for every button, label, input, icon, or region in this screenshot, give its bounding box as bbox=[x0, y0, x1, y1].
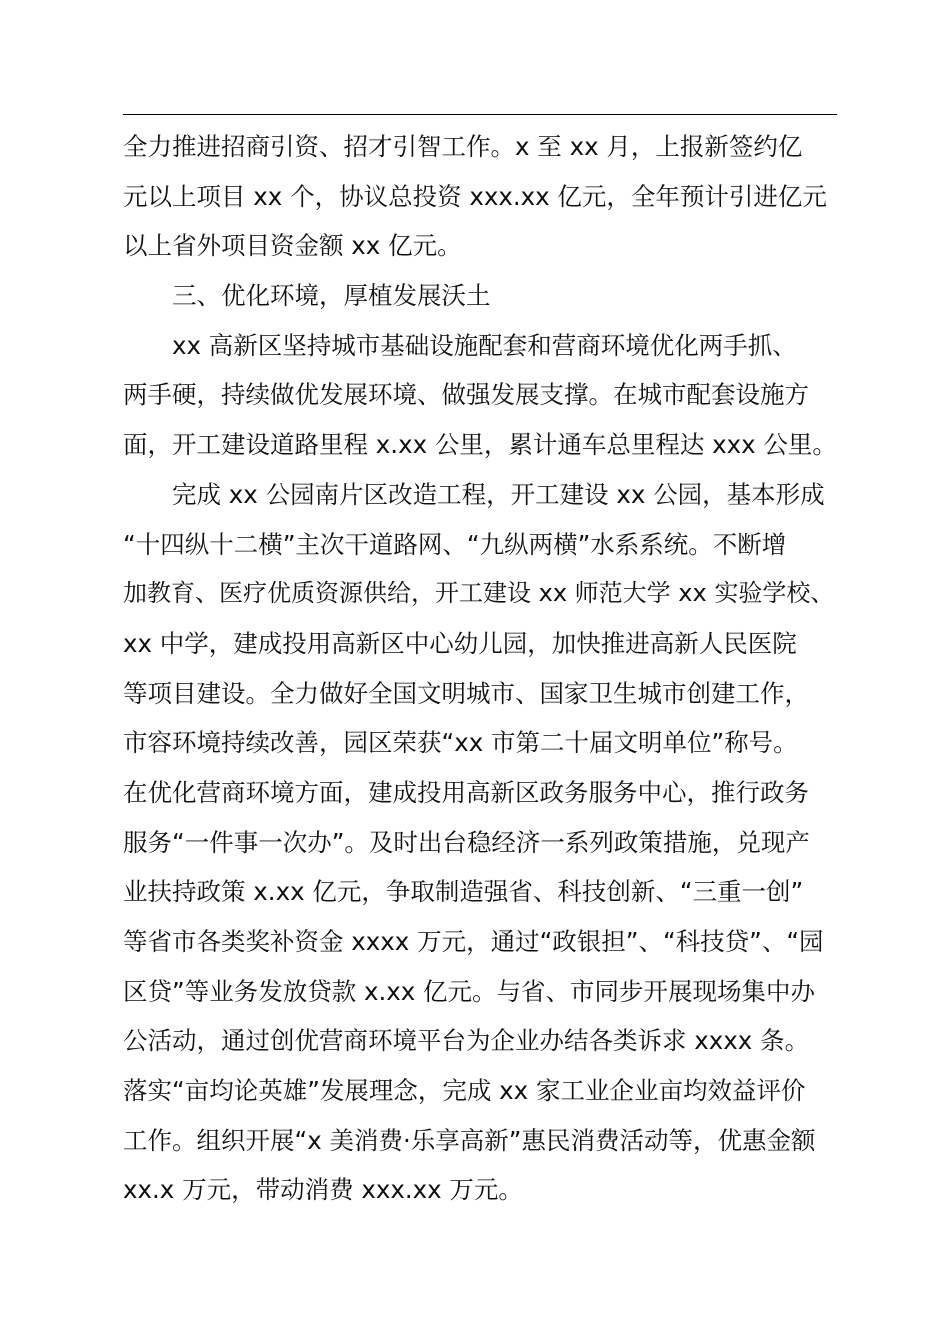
text-line: 区贷”等业务发放贷款 x.xx 亿元。与省、市同步开展现场集中办 bbox=[123, 976, 816, 1006]
text-line: 在优化营商环境方面，建成投用高新区政务服务中心，推行政务 bbox=[123, 777, 809, 807]
text-line: xx 高新区坚持城市基础设施配套和营商环境优化两手抓、 bbox=[172, 330, 797, 360]
text-line: 以上省外项目资金额 xx 亿元。 bbox=[123, 231, 462, 261]
text-line: 面，开工建设道路里程 x.xx 公里，累计通车总里程达 xxx 公里。 bbox=[123, 430, 837, 460]
text-line: 等项目建设。全力做好全国文明城市、国家卫生城市创建工作， bbox=[123, 678, 809, 708]
section-heading: 三、优化环境，厚植发展沃土 bbox=[172, 281, 491, 311]
text-line: 完成 xx 公园南片区改造工程，开工建设 xx 公园，基本形成 bbox=[172, 479, 825, 509]
text-line: 工作。组织开展“x 美消费·乐享高新”惠民消费活动等，优惠金额 bbox=[123, 1125, 816, 1155]
text-line: 公活动，通过创优营商环境平台为企业办结各类诉求 xxxx 条。 bbox=[123, 1026, 810, 1056]
text-line: 全力推进招商引资、招才引智工作。x 至 xx 月，上报新签约亿 bbox=[123, 132, 803, 161]
text-line: xx.x 万元，带动消费 xxx.xx 万元。 bbox=[123, 1175, 523, 1205]
text-line: 等省市各类奖补资金 xxxx 万元，通过“政银担”、“科技贷”、“园 bbox=[123, 927, 824, 956]
text-line: xx 中学，建成投用高新区中心幼儿园，加快推进高新人民医院 bbox=[123, 628, 797, 658]
text-line: 服务“一件事一次办”。及时出台稳经济一系列政策措施，兑现产 bbox=[123, 827, 810, 857]
text-line: 业扶持政策 x.xx 亿元，争取制造强省、科技创新、“三重一创” bbox=[123, 877, 804, 907]
text-line: 加教育、医疗优质资源供给，开工建设 xx 师范大学 xx 实验学校、 bbox=[123, 579, 835, 608]
text-line: 两手硬，持续做优发展环境、做强发展支撑。在城市配套设施方 bbox=[123, 380, 809, 410]
header-rule bbox=[123, 114, 837, 115]
text-line: 落实“亩均论英雄”发展理念，完成 xx 家工业企业亩均效益评价 bbox=[123, 1076, 806, 1106]
text-line: “十四纵十二横”主次干道路网、“九纵两横”水系系统。不断增 bbox=[123, 529, 787, 559]
text-line: 市容环境持续改善，园区荣获“xx 市第二十届文明单位”称号。 bbox=[123, 728, 798, 758]
body-text bbox=[123, 122, 843, 1215]
text-line: 元以上项目 xx 个，协议总投资 xxx.xx 亿元，全年预计引进亿元 bbox=[123, 181, 827, 211]
